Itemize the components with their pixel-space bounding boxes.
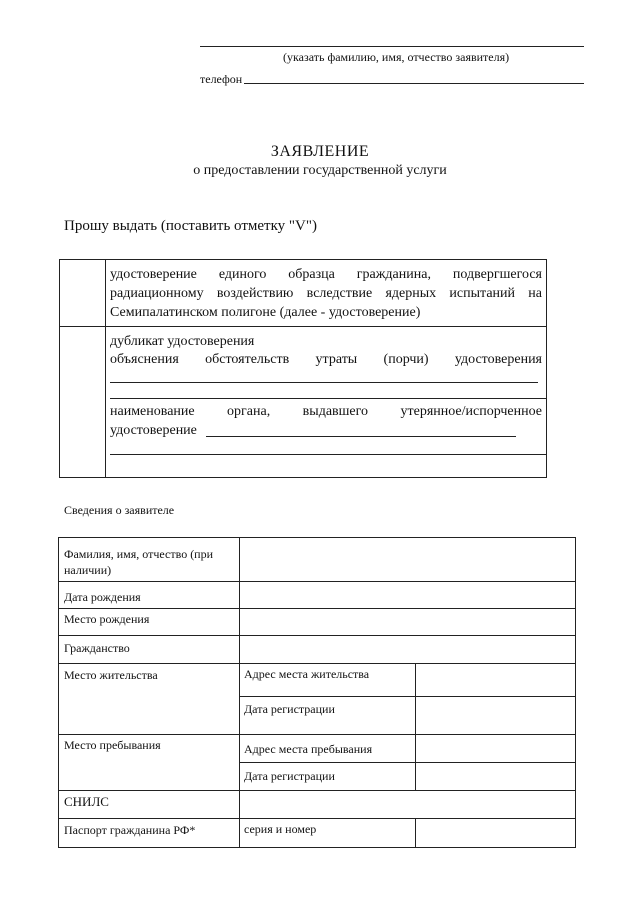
phone-line[interactable] [244, 83, 584, 84]
stay-address-field[interactable] [416, 735, 576, 762]
certificate-checkbox[interactable] [60, 260, 105, 326]
passport-label: Паспорт гражданина РФ* [64, 823, 196, 837]
duplicate-checkbox[interactable] [60, 327, 105, 478]
birth-place-label: Место рождения [64, 612, 150, 626]
residence-address-field[interactable] [416, 664, 576, 696]
issuer-label-2: удостоверение [110, 423, 197, 438]
full-name-label-line2: наличии) [64, 563, 112, 577]
applicant-table [58, 537, 576, 848]
stay-reg-date-field[interactable] [416, 763, 576, 790]
citizenship-field[interactable] [240, 636, 576, 663]
full-name-field[interactable] [240, 538, 576, 581]
issuer-line-2[interactable] [110, 454, 546, 455]
full-name-label [64, 546, 213, 578]
service-options-table [59, 259, 547, 478]
birth-place-field[interactable] [240, 609, 576, 635]
birth-date-field[interactable] [240, 582, 576, 608]
residence-label: Место жительства [64, 668, 158, 682]
full-name-label-line1: Фамилия, имя, отчество (при [64, 547, 214, 561]
certificate-option-line3: Семипалатинском полигоне (далее - удостоверение) [110, 305, 421, 320]
citizenship-label: Гражданство [64, 641, 130, 655]
table-divider [105, 260, 106, 477]
issuer-text: наименование органа, выдавшего утерянное/испорченное [110, 404, 542, 419]
passport-series-label: серия и номер [244, 822, 317, 836]
birth-date-label: Дата рождения [64, 590, 141, 604]
request-text: Прошу выдать (поставить отметку "V") [64, 218, 318, 234]
certificate-option-line1: удостоверение единого образца гражданина, подвергшегося [110, 267, 542, 282]
phone-label: телефон [200, 72, 243, 86]
residence-reg-date-field[interactable] [416, 697, 576, 734]
certificate-option-line2: радиационному воздействию вследствие ядерных испытаний на [110, 286, 542, 301]
stay-address-label: Адрес места пребывания [244, 742, 373, 756]
residence-reg-date-label: Дата регистрации [244, 702, 335, 716]
applicant-name-line[interactable] [200, 46, 584, 47]
document-title: ЗАЯВЛЕНИЕ [270, 143, 370, 160]
loss-explanation-label [110, 350, 542, 369]
table-divider [60, 326, 546, 327]
residence-address-label: Адрес места жительства [244, 667, 370, 681]
duplicate-option-label: дубликат удостоверения [110, 334, 255, 349]
issuer-line[interactable] [206, 436, 516, 437]
passport-series-field[interactable] [416, 819, 576, 848]
loss-explanation-line-2[interactable] [110, 398, 546, 399]
stay-label: Место пребывания [64, 738, 161, 752]
document-subtitle: о предоставлении государственной услуги [193, 163, 447, 178]
snils-label: СНИЛС [64, 794, 109, 809]
issuer-label [110, 402, 542, 421]
applicant-name-hint: (указать фамилию, имя, отчество заявителя) [283, 50, 510, 64]
section-title: Сведения о заявителе [64, 503, 175, 517]
loss-explanation-line[interactable] [110, 382, 538, 383]
loss-explanation-text: объяснения обстоятельств утраты (порчи) удостоверения [110, 352, 542, 367]
certificate-option [110, 265, 542, 322]
stay-reg-date-label: Дата регистрации [244, 769, 335, 783]
snils-field[interactable] [240, 791, 576, 818]
